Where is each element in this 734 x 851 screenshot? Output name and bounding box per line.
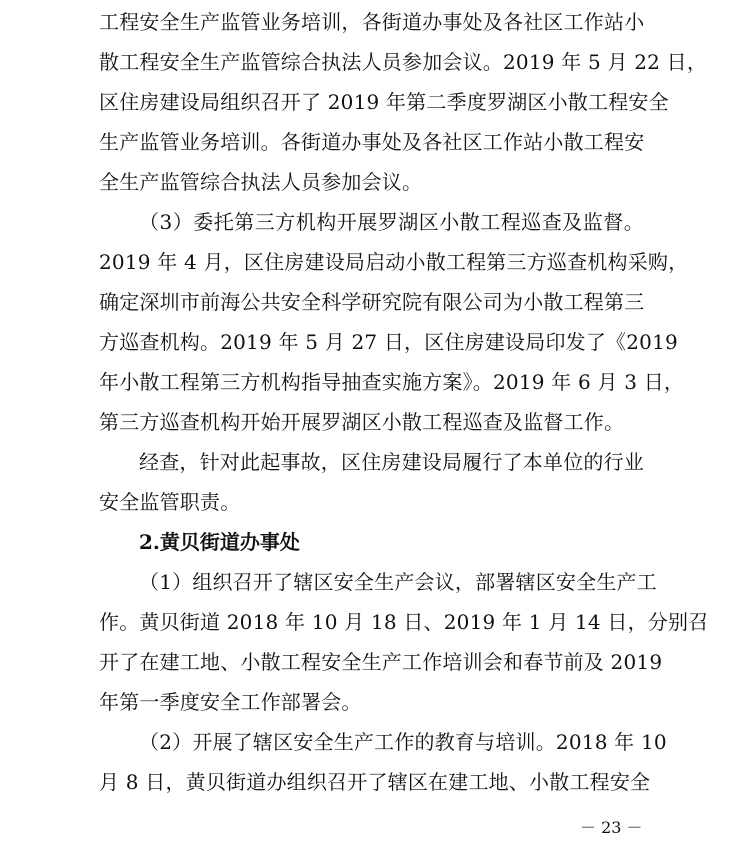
text-line: 散工程安全生产监管综合执法人员参加会议。2019 年 5 月 22 日， — [99, 50, 708, 74]
page-number: － 23 － — [580, 818, 643, 837]
paragraph-first-line: （1）组织召开了辖区安全生产会议，部署辖区安全生产工 — [139, 570, 657, 594]
text-line: 全生产监管综合执法人员参加会议。 — [99, 170, 423, 194]
text-line: 开了在建工地、小散工程安全生产工作培训会和春节前及 2019 — [99, 650, 663, 674]
text-line: 生产监管业务培训。各街道办事处及各社区工作站小散工程安 — [99, 130, 645, 154]
text-line: 工程安全生产监管业务培训，各街道办事处及各社区工作站小 — [99, 10, 645, 34]
text-line: 方巡查机构。2019 年 5 月 27 日，区住房建设局印发了《2019 — [99, 330, 678, 354]
text-line: 区住房建设局组织召开了 2019 年第二季度罗湖区小散工程安全 — [99, 90, 669, 114]
section-heading: 2.黄贝街道办事处 — [139, 530, 300, 554]
paragraph-first-line: （2）开展了辖区安全生产工作的教育与培训。2018 年 10 — [139, 730, 667, 754]
text-line: 确定深圳市前海公共安全科学研究院有限公司为小散工程第三 — [99, 290, 645, 314]
text-line: 安全监管职责。 — [99, 490, 241, 514]
text-line: 年小散工程第三方机构指导抽查实施方案》。2019 年 6 月 3 日， — [99, 370, 685, 394]
text-line: 作。黄贝街道 2018 年 10 月 18 日、2019 年 1 月 14 日，分别召 — [99, 610, 709, 634]
paragraph-first-line: （3）委托第三方机构开展罗湖区小散工程巡查及监督。 — [139, 210, 644, 234]
paragraph-first-line: 经查，针对此起事故，区住房建设局履行了本单位的行业 — [139, 450, 644, 474]
text-line: 2019 年 4 月，区住房建设局启动小散工程第三方巡查机构采购， — [99, 250, 689, 274]
text-line: 月 8 日，黄贝街道办组织召开了辖区在建工地、小散工程安全 — [99, 770, 651, 794]
text-line: 第三方巡查机构开始开展罗湖区小散工程巡查及监督工作。 — [99, 410, 625, 434]
text-line: 年第一季度安全工作部署会。 — [99, 690, 362, 714]
